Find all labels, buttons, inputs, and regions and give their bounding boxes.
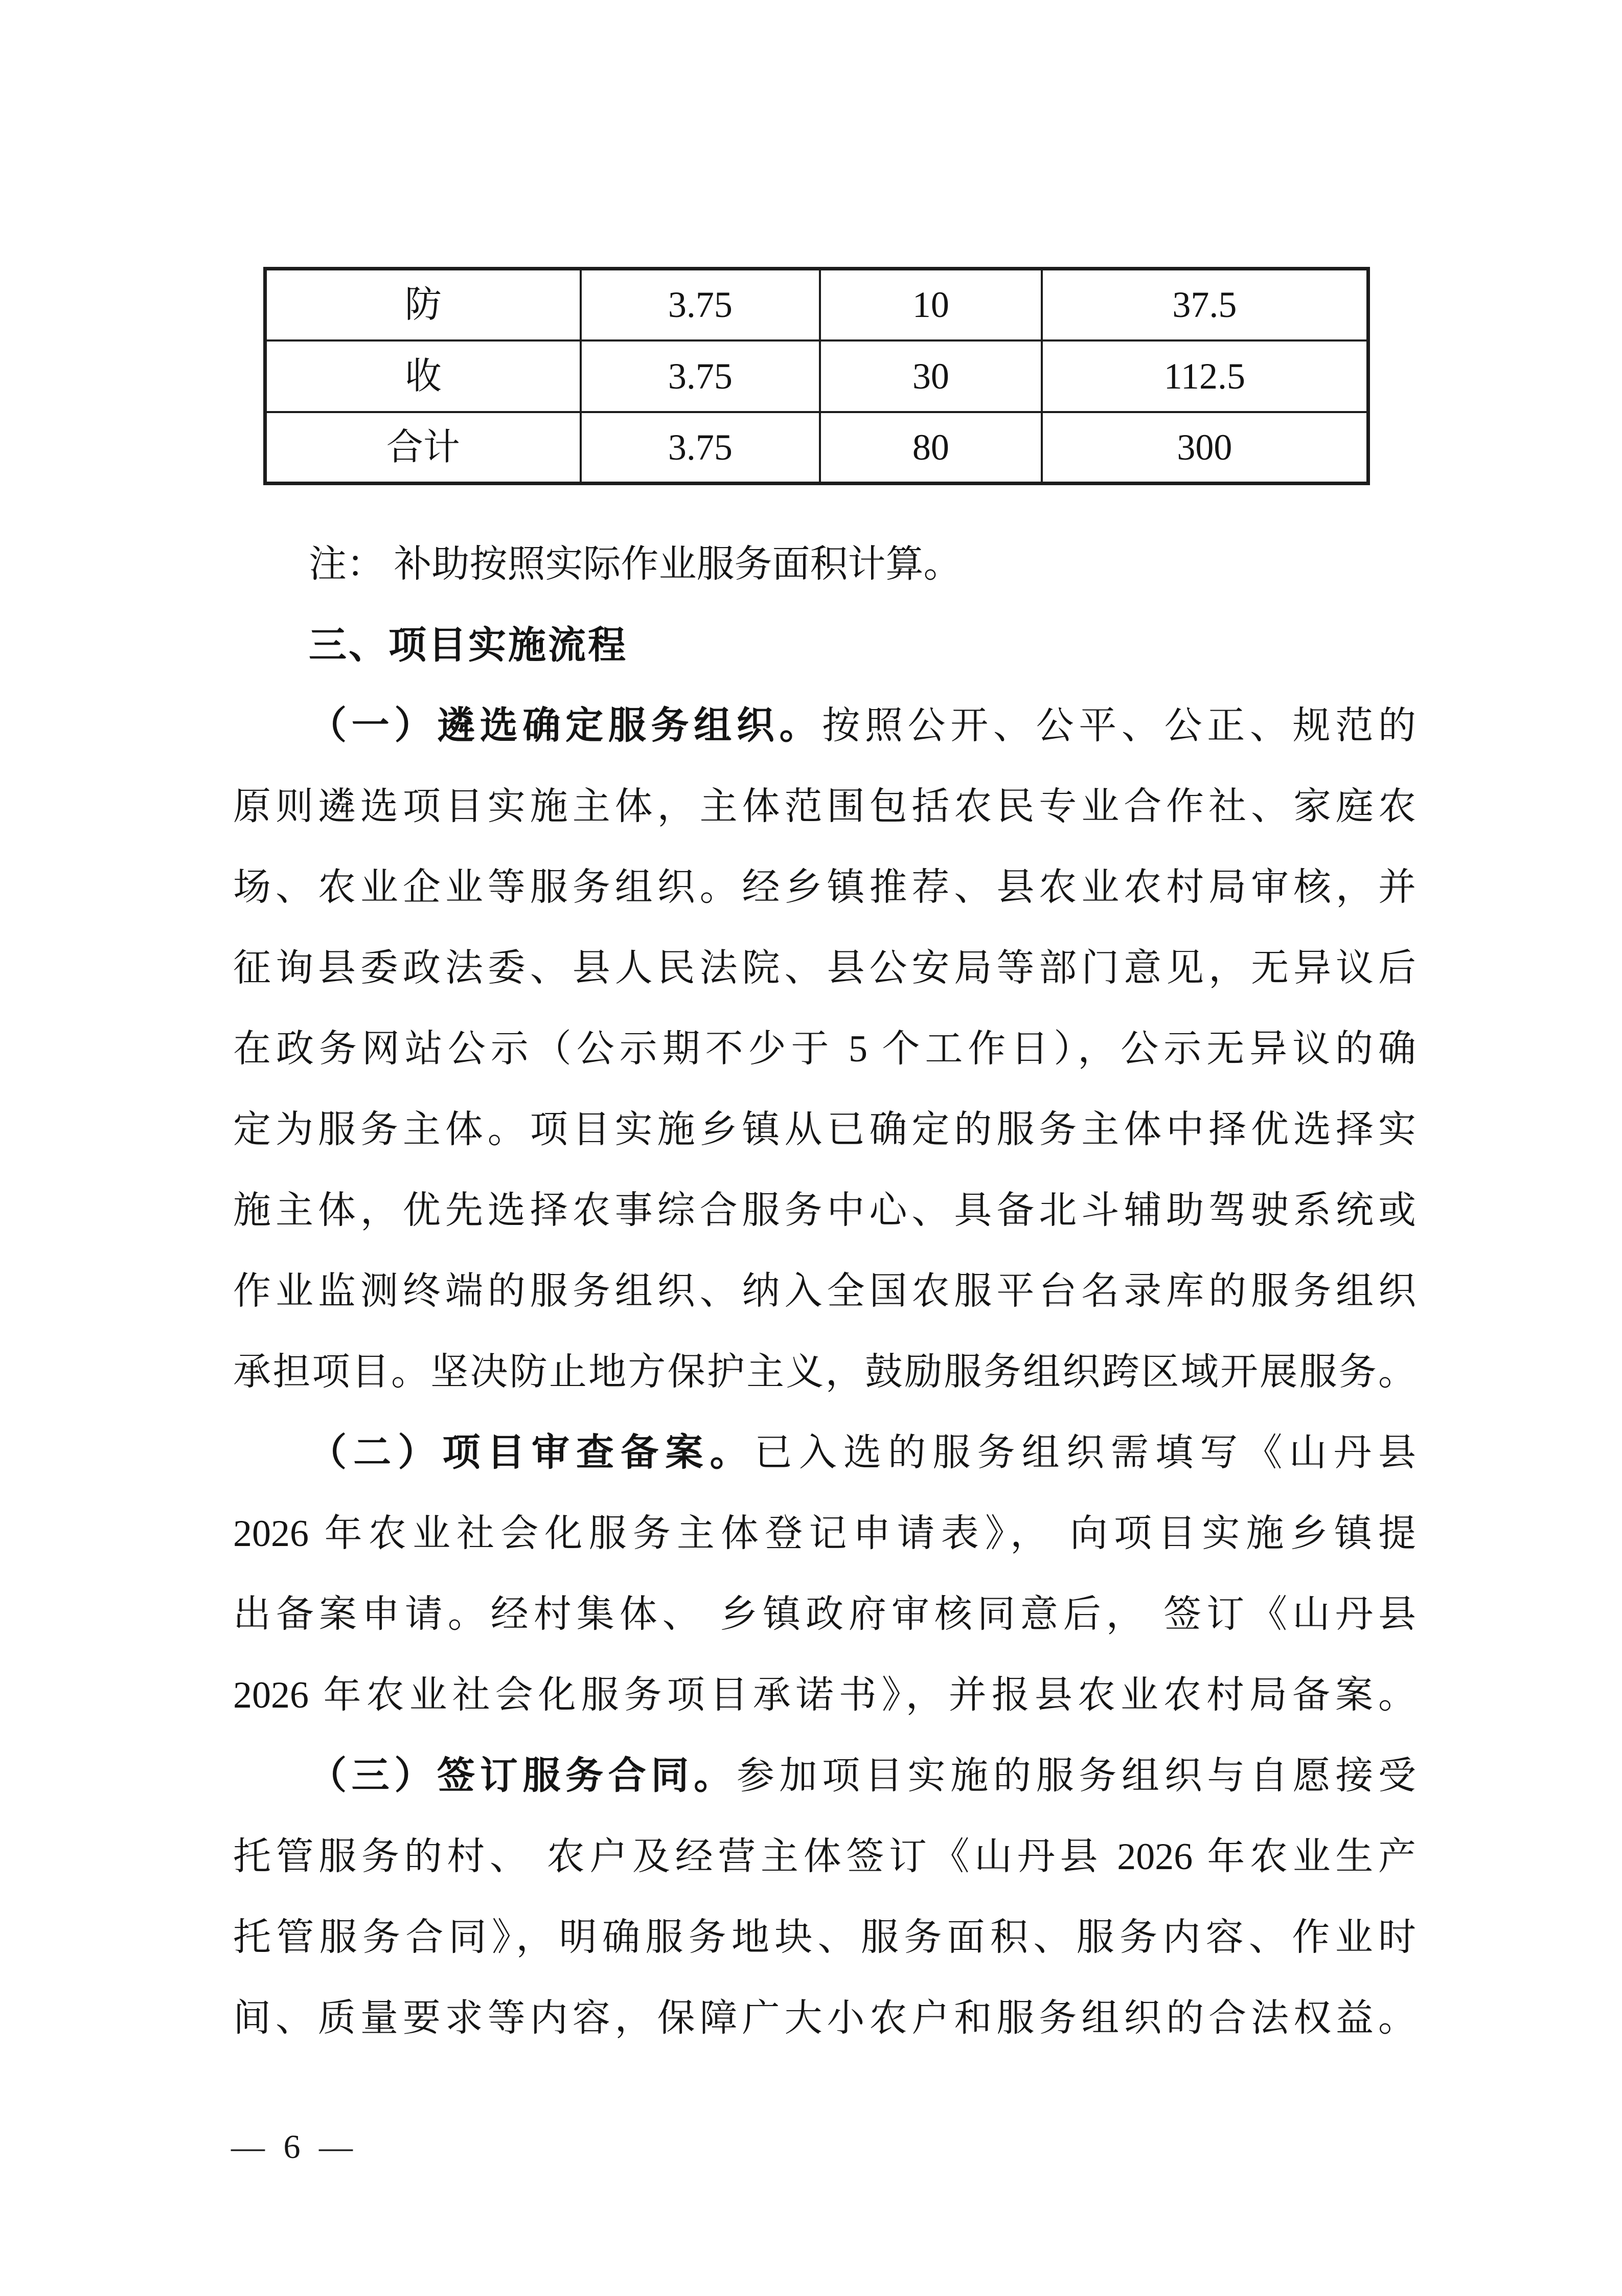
paragraph-lead: （二）项目审查备案。 — [309, 1432, 755, 1474]
paragraph-line — [233, 1736, 1416, 1816]
table-cell: 防 — [265, 269, 581, 340]
table-cell: 300 — [1042, 412, 1368, 484]
table-cell: 80 — [820, 412, 1042, 484]
paragraph-line: 原则遴选项目实施主体，主体范围包括农民专业合作社、家庭农 — [233, 786, 1416, 828]
subsidy-table — [263, 267, 1370, 485]
paragraph-line: 托管服务合同》，明确服务地块、服务面积、服务内容、作业时 — [233, 1917, 1416, 1959]
note-line: 注： 补助按照实际作业服务面积计算。 — [309, 543, 962, 585]
section-heading: 三、项目实施流程 — [309, 624, 628, 666]
paragraph-line: 托管服务的村、 农户及经营主体签订《山丹县 2026 年农业生产 — [233, 1836, 1416, 1878]
paragraph-text: 已入选的服务组织需填写《山丹县 — [754, 1432, 1417, 1474]
paragraph-line: 出备案申请。经村集体、 乡镇政府审核同意后， 签订《山丹县 — [233, 1594, 1416, 1635]
paragraph-line: 2026 年农业社会化服务主体登记申请表》， 向项目实施乡镇提 — [233, 1513, 1416, 1555]
paragraph-text: 按照公开、公平、公正、规范的 — [822, 705, 1417, 747]
table-row — [265, 269, 1368, 340]
table-cell: 10 — [820, 269, 1042, 340]
paragraph-line: 在政务网站公示（公示期不少于 5 个工作日），公示无异议的确 — [233, 1028, 1416, 1070]
table-cell: 37.5 — [1042, 269, 1368, 340]
paragraph-line: 承担项目。坚决防止地方保护主义，鼓励服务组织跨区域开展服务。 — [233, 1351, 1416, 1393]
table-cell: 3.75 — [581, 340, 820, 412]
paragraph-line: 征询县委政法委、县人民法院、县公安局等部门意见，无异议后 — [233, 947, 1416, 989]
table-cell: 收 — [265, 340, 581, 412]
table-cell: 合计 — [265, 412, 581, 484]
table-cell: 3.75 — [581, 269, 820, 340]
paragraph-line: 间、质量要求等内容，保障广大小农户和服务组织的合法权益。 — [233, 1997, 1416, 2039]
paragraph-line: 场、农业企业等服务组织。经乡镇推荐、县农业农村局审核，并 — [233, 867, 1416, 908]
table-cell: 3.75 — [581, 412, 820, 484]
paragraph-text: 参加项目实施的服务组织与自愿接受 — [736, 1755, 1417, 1797]
table-row — [265, 412, 1368, 484]
paragraph-lead: （三）签订服务合同。 — [309, 1755, 737, 1797]
table-cell: 30 — [820, 340, 1042, 412]
paragraph-line — [233, 686, 1416, 766]
paragraph-lead: （一）遴选确定服务组织。 — [309, 705, 823, 747]
paragraph-line — [233, 1413, 1416, 1493]
page-number: — 6 — — [231, 2128, 358, 2166]
paragraph-line: 施主体，优先选择农事综合服务中心、具备北斗辅助驾驶系统或 — [233, 1190, 1416, 1232]
paragraph-line: 作业监测终端的服务组织、纳入全国农服平台名录库的服务组织 — [233, 1270, 1416, 1312]
paragraph-line: 定为服务主体。项目实施乡镇从已确定的服务主体中择优选择实 — [233, 1109, 1416, 1151]
table-row — [265, 340, 1368, 412]
table-cell: 112.5 — [1042, 340, 1368, 412]
document-body — [233, 524, 1416, 2059]
paragraph-line: 2026 年农业社会化服务项目承诺书》，并报县农业农村局备案。 — [233, 1674, 1416, 1716]
